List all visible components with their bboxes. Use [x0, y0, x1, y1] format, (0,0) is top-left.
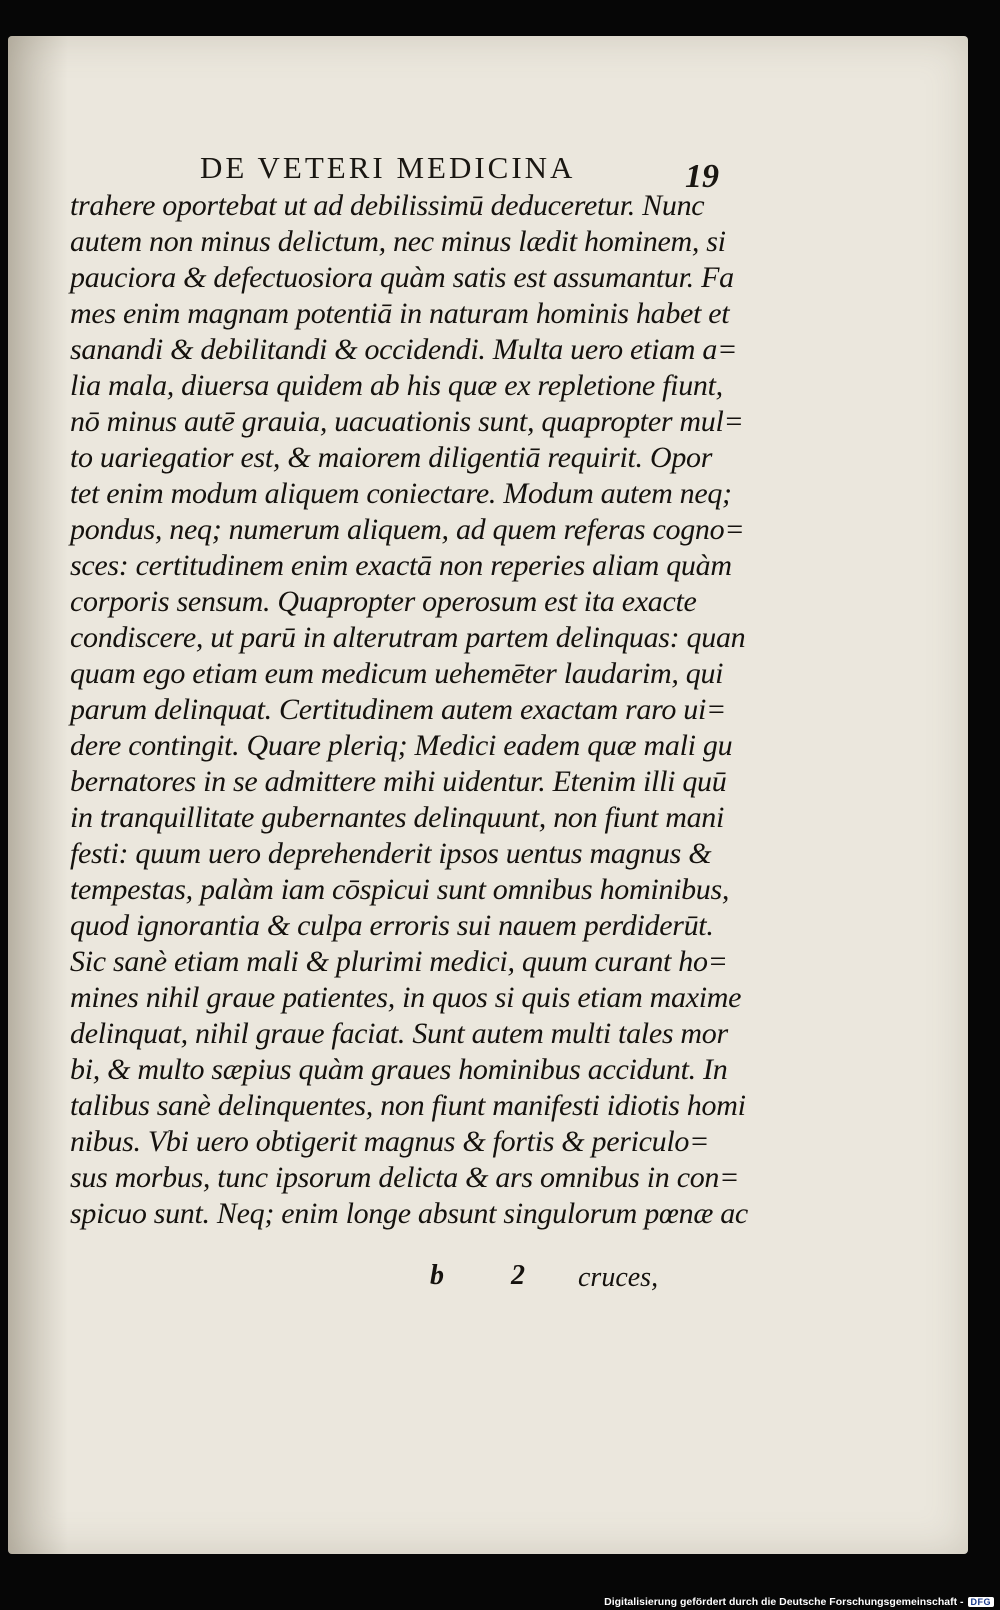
text-line: talibus sanè delinquentes, non fiunt manifesti idiotis homi — [70, 1089, 746, 1122]
text-line: sanandi & debilitandi & occidendi. Multa uero etiam a= — [70, 333, 738, 366]
folio-number: 19 — [685, 158, 719, 195]
text-line: tet enim modum aliquem coniectare. Modum autem neq; — [70, 477, 732, 510]
text-line: to uariegatior est, & maiorem diligentiā requirit. Opor — [70, 441, 713, 474]
running-header: DE VETERI MEDICINA — [200, 150, 576, 185]
text-line: quod ignorantia & culpa erroris sui nauem perdiderūt. — [70, 909, 714, 942]
text-line: trahere oportebat ut ad debilissimū deduceretur. Nunc — [70, 189, 705, 222]
text-line: dere contingit. Quare pleriq; Medici eadem quæ mali gu — [70, 729, 733, 762]
digitization-credit — [604, 1596, 994, 1608]
text-line: delinquat, nihil graue faciat. Sunt autem multi tales mor — [70, 1017, 728, 1050]
text-line: in tranquillitate gubernantes delinquunt, non fiunt mani — [70, 801, 725, 834]
text-line: festi: quum uero deprehenderit ipsos uentus magnus & — [70, 837, 712, 870]
text-line: pondus, neq; numerum aliquem, ad quem referas cogno= — [70, 513, 745, 546]
page-gutter-shadow — [8, 36, 68, 1554]
text-line: mines nihil graue patientes, in quos si quis etiam maxime — [70, 981, 742, 1014]
text-line: Sic sanè etiam mali & plurimi medici, quum curant ho= — [70, 945, 728, 978]
text-line: bernatores in se admittere mihi uidentur. Etenim illi quū — [70, 765, 727, 798]
text-line: autem non minus delictum, nec minus lædit hominem, si — [70, 225, 726, 258]
text-line: sces: certitudinem enim exactā non reperies aliam quàm — [70, 549, 732, 582]
text-line: spicuo sunt. Neq; enim longe absunt singulorum pœnæ ac — [70, 1197, 748, 1230]
text-line: pauciora & defectuosiora quàm satis est assumantur. Fa — [70, 261, 734, 294]
text-line: nō minus autē grauia, uacuationis sunt, quapropter mul= — [70, 405, 744, 438]
text-line: condiscere, ut parū in alterutram partem delinquas: quan — [70, 621, 746, 654]
text-line: tempestas, palàm iam cōspicui sunt omnibus hominibus, — [70, 873, 730, 906]
signature-mark: b 2 — [430, 1260, 555, 1291]
body-text — [70, 188, 748, 1232]
text-line: quam ego etiam eum medicum uehemēter laudarim, qui — [70, 657, 724, 690]
text-line: lia mala, diuersa quidem ab his quæ ex repletione fiunt, — [70, 369, 723, 402]
text-line: corporis sensum. Quapropter operosum est ita exacte — [70, 585, 697, 618]
text-line: sus morbus, tunc ipsorum delicta & ars omnibus in con= — [70, 1161, 740, 1194]
text-line: nibus. Vbi uero obtigerit magnus & fortis & periculo= — [70, 1125, 710, 1158]
text-line: bi, & multo sæpius quàm graues hominibus accidunt. In — [70, 1053, 728, 1086]
digitization-credit-text: Digitalisierung gefördert durch die Deutsche Forschungsgemeinschaft - — [604, 1596, 964, 1608]
text-line: mes enim magnam potentiā in naturam hominis habet et — [70, 297, 730, 330]
catchword: cruces, — [578, 1262, 659, 1293]
text-line: parum delinquat. Certitudinem autem exactam raro ui= — [70, 693, 726, 726]
dfg-logo: DFG — [968, 1597, 995, 1607]
